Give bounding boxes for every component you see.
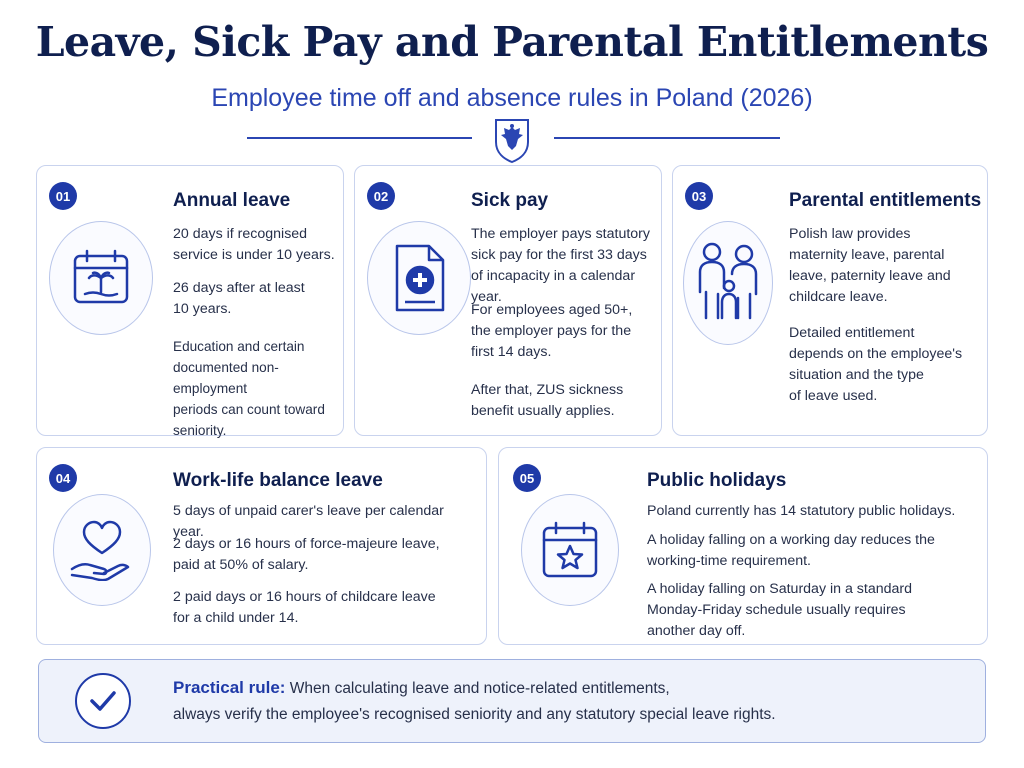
- card-text: 2 days or 16 hours of force-majeure leave, paid at 50% of salary.: [173, 536, 440, 573]
- page-title: Leave, Sick Pay and Parental Entitlements: [35, 18, 989, 66]
- card-title: Work-life balance leave: [173, 470, 383, 491]
- calendar-star-icon: [521, 494, 619, 606]
- checkmark-icon: [75, 673, 131, 729]
- card-text: For employees aged 50+, the employer pays for the first 14 days.: [471, 302, 633, 360]
- card-title: Public holidays: [647, 470, 787, 491]
- page-subtitle: Employee time off and absence rules in Poland (2026): [211, 84, 813, 112]
- card-text: A holiday falling on Saturday in a standard Monday-Friday schedule usually requires another day off.: [647, 581, 913, 639]
- practical-rule-line-1: [173, 678, 670, 698]
- calendar-palm-icon: [49, 221, 153, 335]
- divider-left: [247, 137, 472, 139]
- card-text: 20 days if recognised service is under 10 years.: [173, 226, 335, 263]
- practical-rule-box: [38, 659, 986, 743]
- card-text: Poland currently has 14 statutory public holidays.: [647, 503, 956, 519]
- heart-hand-icon: [53, 494, 151, 606]
- card-number-badge: 01: [49, 182, 77, 210]
- card-number-badge: 04: [49, 464, 77, 492]
- medical-document-icon: [367, 221, 471, 335]
- card-title: Annual leave: [173, 190, 291, 211]
- card-text: The employer pays statutory sick pay for the first 33 days of incapacity in a calendar year.: [471, 226, 650, 305]
- practical-rule-label: Practical rule:: [173, 678, 286, 697]
- card-text: After that, ZUS sickness benefit usually applies.: [471, 382, 624, 419]
- card-number-badge: 02: [367, 182, 395, 210]
- family-icon: [683, 221, 773, 345]
- card-public-holidays: [498, 447, 988, 645]
- card-text: 5 days of unpaid carer's leave per calendar year.: [173, 503, 444, 540]
- card-number-badge: 05: [513, 464, 541, 492]
- card-title: Parental entitlements: [789, 190, 982, 211]
- card-text: 2 paid days or 16 hours of childcare leave for a child under 14.: [173, 589, 436, 626]
- card-text: 26 days after at least 10 years.: [173, 280, 305, 317]
- card-annual-leave: [36, 165, 344, 436]
- card-text: A holiday falling on a working day reduces the working-time requirement.: [647, 532, 935, 569]
- card-text: Education and certain documented non-employment periods can count toward seniority.: [173, 339, 325, 438]
- card-work-life-balance-leave: [36, 447, 487, 645]
- card-title: Sick pay: [471, 190, 549, 211]
- practical-rule-text: When calculating leave and notice-related entitlements,: [289, 680, 670, 697]
- practical-rule-line-2: always verify the employee's recognised seniority and any statutory special leave rights.: [173, 706, 776, 723]
- crest-icon: [492, 116, 532, 164]
- card-parental-entitlements: [672, 165, 988, 436]
- card-text: Detailed entitlement depends on the employee's situation and the type of leave used.: [789, 325, 963, 404]
- card-sick-pay: [354, 165, 662, 436]
- card-number-badge: 03: [685, 182, 713, 210]
- card-text: Polish law provides maternity leave, parental leave, paternity leave and childcare leave.: [789, 226, 951, 305]
- divider-right: [554, 137, 780, 139]
